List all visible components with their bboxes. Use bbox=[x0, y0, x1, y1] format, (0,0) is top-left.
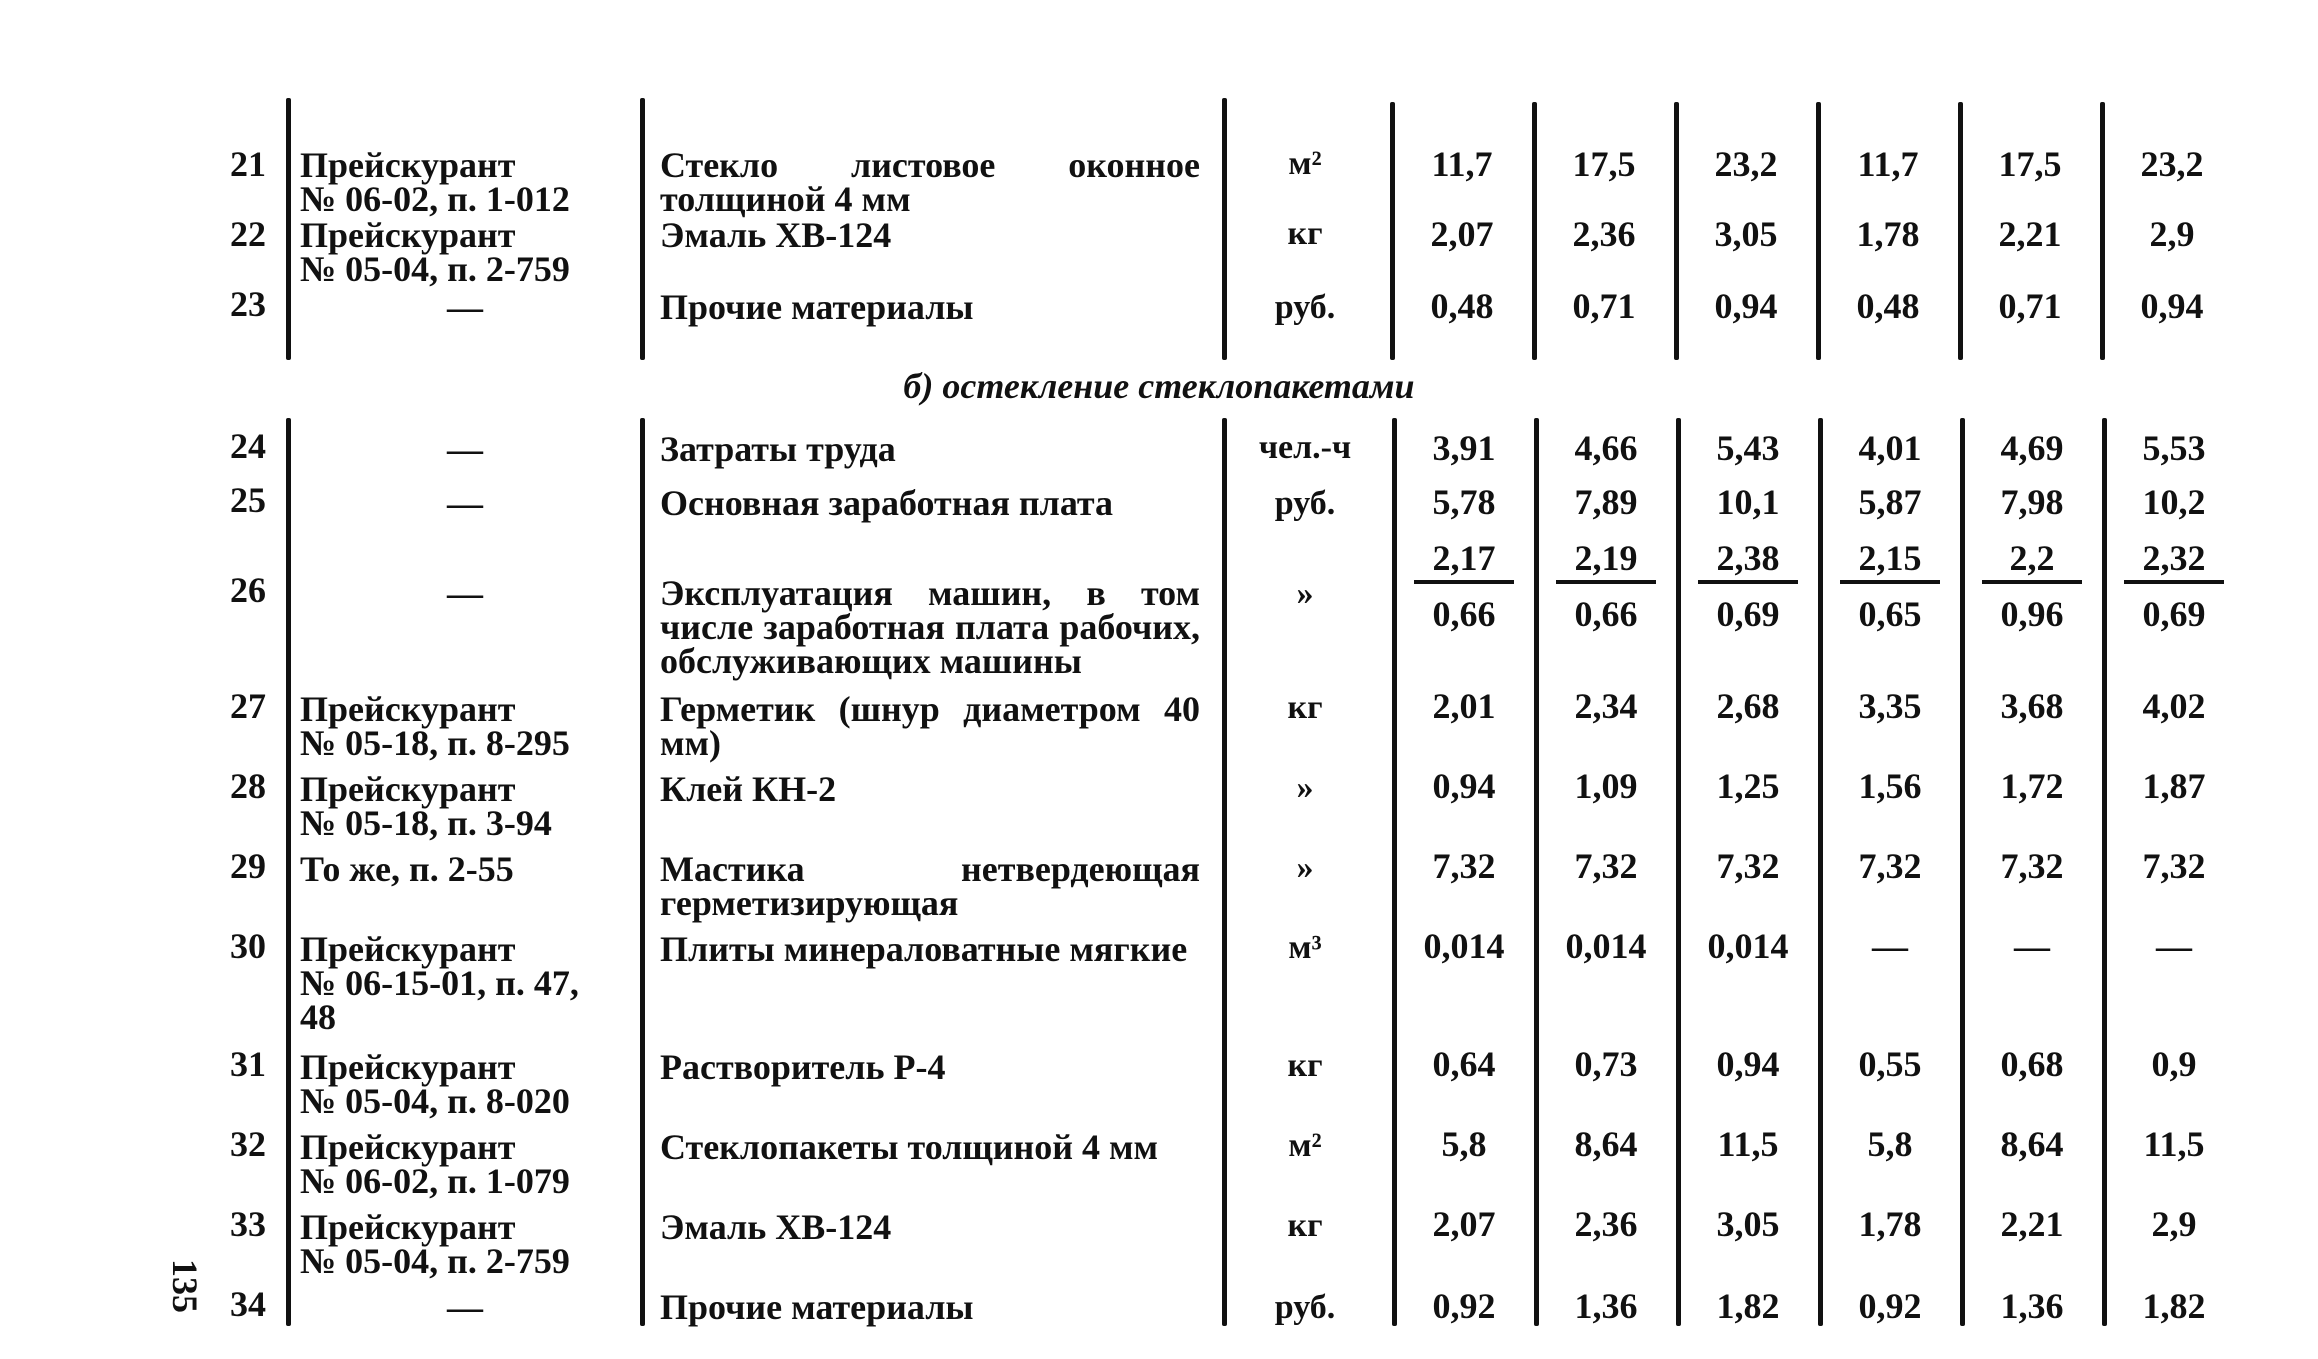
row-name: Затраты труда bbox=[660, 429, 896, 469]
cell-value: 2,9 bbox=[2149, 214, 2195, 254]
row-number: 22 bbox=[230, 214, 266, 254]
row-unit: руб. bbox=[1274, 1289, 1336, 1326]
cell-value: 4,01 bbox=[1858, 428, 1922, 468]
cell-value: 3,91 bbox=[1432, 428, 1496, 468]
row-unit: руб. bbox=[1274, 485, 1336, 522]
row-source: Прейскурант № 05-18, п. 8-295 bbox=[300, 689, 570, 763]
cell-value: 2,36 bbox=[1574, 1204, 1638, 1244]
cell-value: 1,82 bbox=[1716, 1286, 1780, 1326]
cell-value: 7,32 bbox=[2000, 846, 2064, 886]
row-source: Прейскурант № 05-18, п. 3-94 bbox=[300, 769, 552, 843]
cell-value: 3,05 bbox=[1716, 1204, 1780, 1244]
cell-value: 0,94 bbox=[1714, 286, 1778, 326]
cell-value: 4,66 bbox=[1574, 428, 1638, 468]
row-source: Прейскурант № 06-02, п. 1-012 bbox=[300, 145, 570, 219]
row-number: 30 bbox=[230, 926, 266, 966]
cell-value: 0,92 bbox=[1858, 1286, 1922, 1326]
cell-value: 1,09 bbox=[1574, 766, 1638, 806]
row-unit: м² bbox=[1288, 145, 1322, 182]
cell-value: 2,21 bbox=[1998, 214, 2062, 254]
cell-value: 4,02 bbox=[2142, 686, 2206, 726]
cell-value: 1,87 bbox=[2142, 766, 2206, 806]
cell-value: 3,35 bbox=[1858, 686, 1922, 726]
cell-value: 2,9 bbox=[2151, 1204, 2197, 1244]
rule-b-3 bbox=[1222, 418, 1227, 1326]
cell-value: 1,72 bbox=[2000, 766, 2064, 806]
row-number: 31 bbox=[230, 1044, 266, 1084]
row-number: 29 bbox=[230, 846, 266, 886]
cell-value: 7,89 bbox=[1574, 482, 1638, 522]
cell-value: 0,014 bbox=[1423, 926, 1505, 966]
cell-value: 0,92 bbox=[1432, 1286, 1496, 1326]
row-source: Прейскурант № 05-04, п. 2-759 bbox=[300, 215, 570, 289]
cell-value: 5,43 bbox=[1716, 428, 1780, 468]
cell-value: 5,78 bbox=[1432, 482, 1496, 522]
row-number: 24 bbox=[230, 426, 266, 466]
cell-value-top: 2,17 bbox=[1414, 540, 1514, 584]
cell-value: 1,56 bbox=[1858, 766, 1922, 806]
row-source: То же, п. 2-55 bbox=[300, 849, 514, 889]
cell-value: 11,5 bbox=[1717, 1124, 1779, 1164]
cell-value: 7,32 bbox=[1716, 846, 1780, 886]
cell-value: 7,32 bbox=[2142, 846, 2206, 886]
row-number: 34 bbox=[230, 1284, 266, 1324]
row-name: Стекло листовое оконное толщиной 4 мм bbox=[660, 145, 1200, 219]
cell-value-bottom: 0,66 bbox=[1432, 594, 1496, 634]
row-name: Эксплуатация машин, в том числе заработная плата рабочих, обслуживающих машины bbox=[660, 573, 1200, 681]
row-unit: кг bbox=[1287, 689, 1323, 726]
row-unit: м² bbox=[1288, 1127, 1322, 1164]
row-name: Мастика нетвердеющая герметизирующая bbox=[660, 849, 1200, 923]
row-unit: чел.-ч bbox=[1258, 429, 1352, 466]
cell-value: 7,32 bbox=[1432, 846, 1496, 886]
cell-value: 0,68 bbox=[2000, 1044, 2064, 1084]
row-unit: кг bbox=[1287, 1047, 1323, 1084]
cell-value: 0,55 bbox=[1858, 1044, 1922, 1084]
cell-value: 1,82 bbox=[2142, 1286, 2206, 1326]
row-name: Клей КН-2 bbox=[660, 769, 837, 809]
cell-value: 0,94 bbox=[2140, 286, 2204, 326]
row-name: Прочие материалы bbox=[660, 1287, 974, 1327]
cell-value: 0,014 bbox=[1565, 926, 1647, 966]
row-name: Растворитель Р-4 bbox=[660, 1047, 946, 1087]
cell-value: 1,36 bbox=[1574, 1286, 1638, 1326]
row-name: Прочие материалы bbox=[660, 287, 974, 327]
row-name: Стеклопакеты толщиной 4 мм bbox=[660, 1127, 1159, 1167]
cell-value-top: 2,15 bbox=[1840, 540, 1940, 584]
row-name: Основная заработная плата bbox=[660, 483, 1114, 523]
cell-value: 1,78 bbox=[1858, 1204, 1922, 1244]
cell-value: 4,69 bbox=[2000, 428, 2064, 468]
cell-value-top: 2,2 bbox=[1982, 540, 2082, 584]
cell-value: 1,78 bbox=[1856, 214, 1920, 254]
cell-value: — bbox=[2014, 926, 2050, 966]
cell-value-top: 2,32 bbox=[2124, 540, 2224, 584]
cell-value: 0,71 bbox=[1998, 286, 2062, 326]
cell-value: 0,9 bbox=[2151, 1044, 2197, 1084]
row-number: 33 bbox=[230, 1204, 266, 1244]
cell-value: 11,7 bbox=[1431, 144, 1493, 184]
section-heading: б) остекление стеклопакетами bbox=[903, 366, 1415, 406]
row-unit: » bbox=[1296, 575, 1314, 612]
row-source: — bbox=[447, 429, 483, 469]
rule-b-1 bbox=[286, 418, 291, 1326]
cell-value: 3,68 bbox=[2000, 686, 2064, 726]
cell-value: 11,5 bbox=[2143, 1124, 2205, 1164]
cell-value: 8,64 bbox=[2000, 1124, 2064, 1164]
row-number: 21 bbox=[230, 144, 266, 184]
row-unit: кг bbox=[1287, 1207, 1323, 1244]
row-source: Прейскурант № 06-02, п. 1-079 bbox=[300, 1127, 570, 1201]
row-unit: » bbox=[1296, 849, 1314, 886]
row-number: 23 bbox=[230, 284, 266, 324]
row-unit: руб. bbox=[1274, 289, 1336, 326]
cell-value: 1,25 bbox=[1716, 766, 1780, 806]
cell-value: 0,71 bbox=[1572, 286, 1636, 326]
row-source: — bbox=[447, 483, 483, 523]
row-unit: м³ bbox=[1288, 929, 1322, 966]
cell-value: 7,98 bbox=[2000, 482, 2064, 522]
cell-value: 2,68 bbox=[1716, 686, 1780, 726]
cell-value: 3,05 bbox=[1714, 214, 1778, 254]
cell-value: 0,94 bbox=[1716, 1044, 1780, 1084]
cell-value: 5,53 bbox=[2142, 428, 2206, 468]
row-number: 25 bbox=[230, 480, 266, 520]
cell-value: 10,1 bbox=[1716, 482, 1780, 522]
cell-value: 17,5 bbox=[1998, 144, 2062, 184]
cell-value: 2,36 bbox=[1572, 214, 1636, 254]
rule-b-2 bbox=[640, 418, 645, 1326]
row-name: Эмаль ХВ-124 bbox=[660, 215, 892, 255]
cell-value: 0,64 bbox=[1432, 1044, 1496, 1084]
cell-value: 2,21 bbox=[2000, 1204, 2064, 1244]
row-name: Эмаль ХВ-124 bbox=[660, 1207, 892, 1247]
cell-value: 23,2 bbox=[2140, 144, 2204, 184]
row-source: Прейскурант № 05-04, п. 8-020 bbox=[300, 1047, 570, 1121]
row-name: Герметик (шнур диаметром 40 мм) bbox=[660, 689, 1200, 763]
cell-value: 0,48 bbox=[1430, 286, 1494, 326]
cell-value: 2,07 bbox=[1430, 214, 1494, 254]
cell-value: 0,94 bbox=[1432, 766, 1496, 806]
row-name: Плиты минераловатные мягкие bbox=[660, 929, 1188, 969]
cell-value-bottom: 0,96 bbox=[2000, 594, 2064, 634]
rule-a-1 bbox=[286, 98, 291, 360]
cell-value: 17,5 bbox=[1572, 144, 1636, 184]
page-number: 135 bbox=[165, 1259, 205, 1313]
cell-value-top: 2,38 bbox=[1698, 540, 1798, 584]
cell-value: 5,8 bbox=[1867, 1124, 1913, 1164]
cell-value: 8,64 bbox=[1574, 1124, 1638, 1164]
row-source: Прейскурант № 06-15-01, п. 47, 48 bbox=[300, 929, 579, 1037]
cell-value: 11,7 bbox=[1857, 144, 1919, 184]
cell-value: — bbox=[1872, 926, 1908, 966]
cell-value-bottom: 0,65 bbox=[1858, 594, 1922, 634]
cell-value: 7,32 bbox=[1858, 846, 1922, 886]
rule-a-2 bbox=[640, 98, 645, 360]
cell-value: 1,36 bbox=[2000, 1286, 2064, 1326]
row-source: — bbox=[447, 573, 483, 613]
row-number: 32 bbox=[230, 1124, 266, 1164]
cell-value: 2,34 bbox=[1574, 686, 1638, 726]
cell-value: 2,07 bbox=[1432, 1204, 1496, 1244]
cell-value: 10,2 bbox=[2142, 482, 2206, 522]
cell-value-top: 2,19 bbox=[1556, 540, 1656, 584]
row-number: 28 bbox=[230, 766, 266, 806]
row-source: — bbox=[447, 1287, 483, 1327]
cell-value: 0,48 bbox=[1856, 286, 1920, 326]
cell-value: 7,32 bbox=[1574, 846, 1638, 886]
row-unit: » bbox=[1296, 769, 1314, 806]
cell-value: 5,8 bbox=[1441, 1124, 1487, 1164]
cell-value: 5,87 bbox=[1858, 482, 1922, 522]
cell-value-bottom: 0,69 bbox=[2142, 594, 2206, 634]
row-number: 26 bbox=[230, 570, 266, 610]
row-source: — bbox=[447, 287, 483, 327]
row-source: Прейскурант № 05-04, п. 2-759 bbox=[300, 1207, 570, 1281]
cell-value: — bbox=[2156, 926, 2192, 966]
cell-value: 2,01 bbox=[1432, 686, 1496, 726]
cell-value: 23,2 bbox=[1714, 144, 1778, 184]
row-number: 27 bbox=[230, 686, 266, 726]
cell-value: 0,73 bbox=[1574, 1044, 1638, 1084]
row-unit: кг bbox=[1287, 215, 1323, 252]
cell-value-bottom: 0,66 bbox=[1574, 594, 1638, 634]
cell-value-bottom: 0,69 bbox=[1716, 594, 1780, 634]
rule-a-3 bbox=[1222, 98, 1227, 360]
cell-value: 0,014 bbox=[1707, 926, 1789, 966]
